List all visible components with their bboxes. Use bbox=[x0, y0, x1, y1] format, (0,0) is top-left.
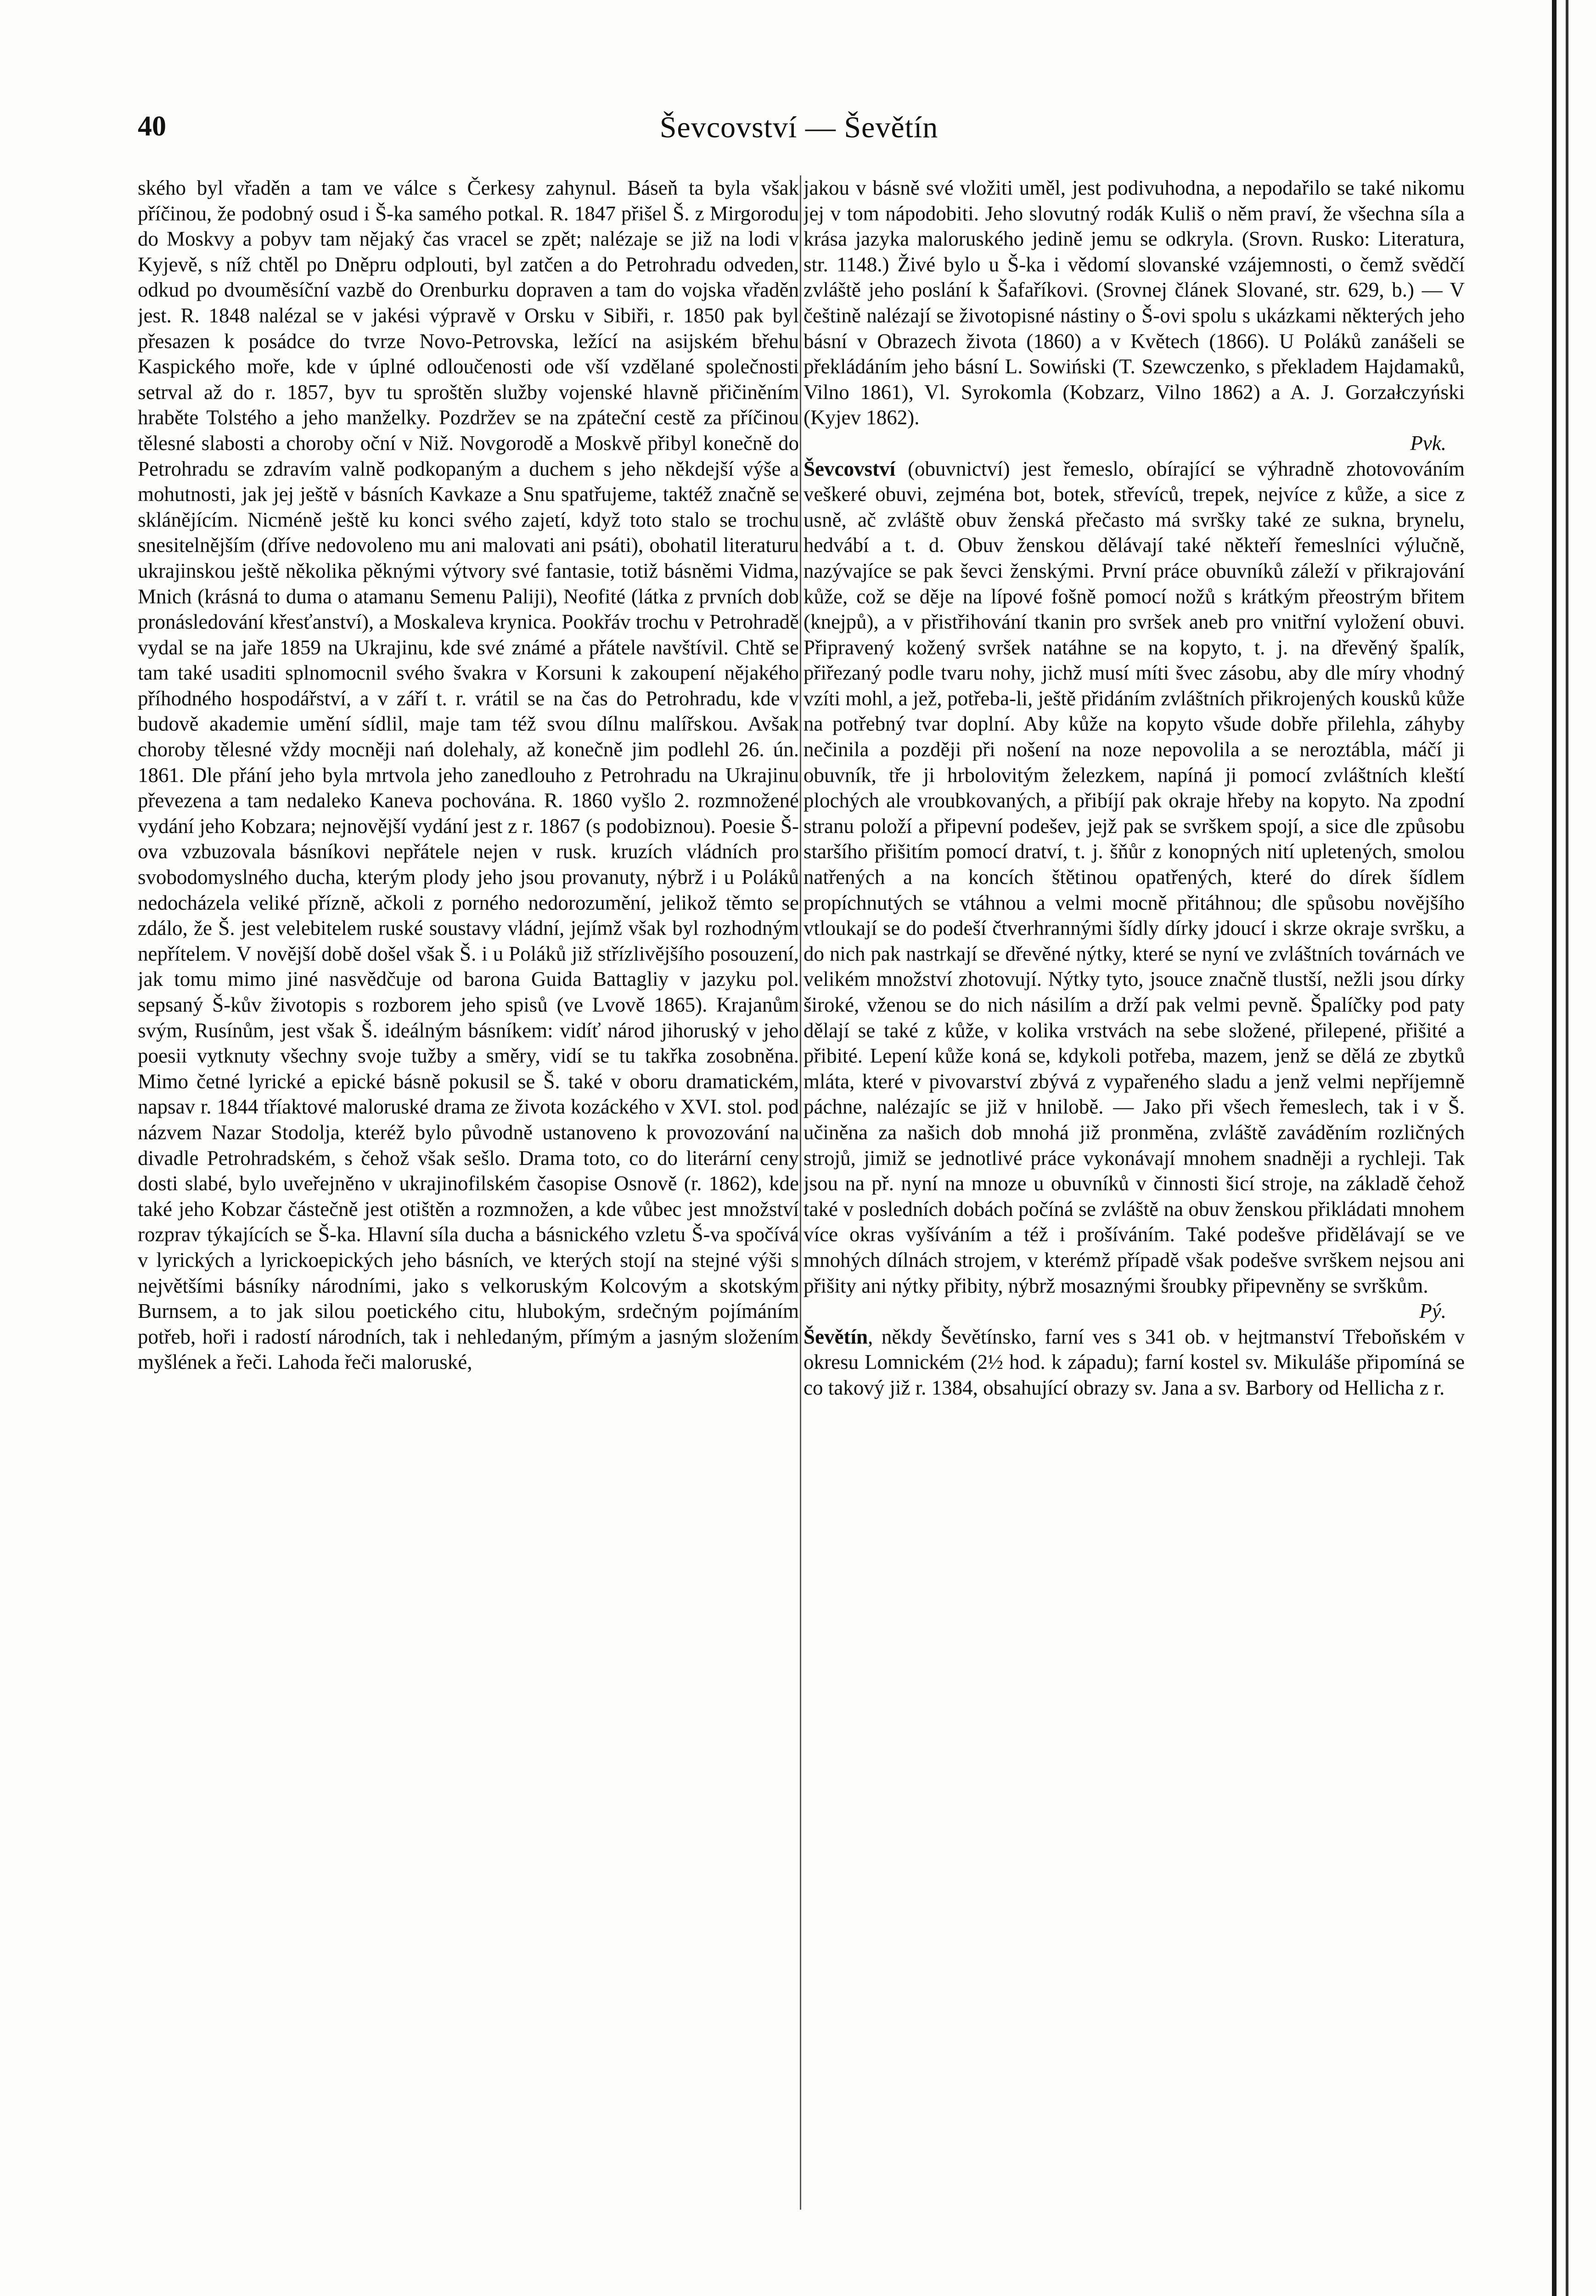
author-signature-2: Pý. bbox=[1419, 1300, 1446, 1323]
column-divider bbox=[800, 175, 801, 2210]
entry-body-sevcovstvi: (obuvnictví) jest řemeslo, obírající se výhradně zhotovováním veškeré obuvi, zejména bot, botek, střevíců, trepek, nejvíce z kůže, a sice z usně, ač zvláště obuv ženská přečasto má svršky také ze sukna, brynelu, hedvábí a t. d. Obuv ženskou dělávají také někteří řemeslníci výlučně, nazývajíce se pak ševci ženskými. První práce obuvníků záleží v přikrajování kůže, což se děje na lípové fošně pomocí nožů s krátkým přeostrým břitem (knejpů), a v přistřihování tkanin pro svršek aneb pro vnitřní vyložení obuvi. Připravený kožený svršek natáhne se na kopyto, t. j. na dřevěný špalík, přiřezaný podle tvaru nohy, jichž musí míti švec zásobu, aby dle míry vhodný vzíti mohl, a jež, potřeba-li, ještě přidáním zvláštních přikrojených kousků kůže na potřebný tvar doplní. Aby kůže na kopyto všude dobře přilehla, záhyby nečinila a později při nošení na noze nepovolila a se neroztábla, máčí ji obuvník, tře ji hrbolovitým železkem, napíná ji pomocí zvláštních kleští plochých ale vroubkovaných, a přibíjí pak okraje hřeby na kopyto. Na zpodní stranu položí a připevní podešev, jejž pak se svrškem spojí, a sice dle způsobu staršího přišitím pomocí dratví, t. j. šňůr z konopných nití upletených, smolou natřených a na koncích štětinou opatřených, které do dírek šídlem propíchnutých se vtáhnou a velmi mocně přitáhnou; dle spůsobu novějšího vtloukají se do podeší čtverhrannými šídly dírky jdoucí i skrze okraje svršku, a do nich pak nastrkají se dřevěné nýtky, které se nyní ve zvláštních továrnách ve velikém množství zhotovují. Nýtky tyto, jsouce značně tlustší, nežli jsou dírky široké, vženou se do nich násilím a drží pak velmi pevně. Špalíčky pod paty dělají se také z kůže, v kolika vrstvách na sebe složené, přilepené, přišité a přibité. Lepení kůže koná se, kdykoli potřeba, mazem, jenž se dělá ze zbytků mláta, které v pivovarství zbývá z vypařeného sladu a jenž velmi nepříjemně páchne, nalézajíc se již v hnilobě. — Jako při všech řemeslech, tak i v Š. učiněna za našich dob mnohá již pronměna, zvláště zaváděním rozličných strojů, jimiž se jednotlivé práce vykonávají mnohem snadněji a rychleji. Tak jsou na př. nyní na mnoze u obuvníků v činnosti šicí stroje, na základě čehož také v posledních dobách počíná se zvláště na obuv ženskou přikládati mnohem více okras vyšíváním a též i prošíváním. Také podešve přidělávají se ve mnohých dílnách strojem, v kterémž případě však podešve svrškem nejsou ani přišity ani nýtky přibity, nýbrž mosaznými šroubky připevněny se svrškům. bbox=[804, 457, 1465, 1297]
entry-sevetin bbox=[804, 1324, 1465, 1401]
right-column bbox=[804, 175, 1465, 2242]
right-column-paragraph-1: jakou v básně své vložiti uměl, jest podivuhodna, a nepodařilo se také nikomu jej v tom nápodobiti. Jeho slovutný rodák Kuliš o něm praví, že všechna síla a krása jazyka maloruského jedině jemu se odkryla. (Srovn. Rusko: Literatura, str. 1148.) Živé bylo u Š-ka i vědomí slovanské vzájemnosti, o čemž svědčí zvláště jeho poslání k Šafaříkovi. (Srovnej článek Slované, str. 629, b.) — V češtině nalézají se životopisné nástiny o Š-ovi spolu s ukázkami některých jeho básní v Obrazech života (1860) a v Květech (1866). U Poláků zanášeli se překládáním jeho básní L. Sowiński (T. Szewczenko, s překladem Hajdamaků, Vilno 1861), Vl. Syrokomla (Kobzarz, Vilno 1862) a A. J. Gorzałczyński (Kyjev 1862). bbox=[804, 176, 1465, 429]
entry-headword-sevetin: Ševětín bbox=[804, 1325, 868, 1348]
left-column-paragraph: ského byl vřaděn a tam ve válce s Čerkesy zahynul. Báseň ta byla však příčinou, že podobný osud i Š-ka samého potkal. R. 1847 přišel Š. z Mirgorodu do Moskvy a pobyv tam nějaký čas vracel se zpět; nalézaje se již na lodi v Kyjevě, s níž chtěl po Dněpru odplouti, byl zatčen a do Petrohradu odveden, odkud po dvouměsíční vazbě do Orenburku dopraven a tam do vojska vřaděn jest. R. 1848 nalézal se v jakési výpravě v Orsku v Sibiři, r. 1850 pak byl přesazen k posádce do tvrze Novo-Petrovska, ležící na asijském břehu Kaspického moře, kde v úplné odloučenosti ode vší vzdělané společnosti setrval až do r. 1857, byv tu sproštěn služby vojenské hlavně přičiněním hraběte Tolstého a jeho manželky. Pozdržev se na zpáteční cestě za příčinou tělesné slabosti a choroby oční v Niž. Novgorodě a Moskvě přibyl konečně do Petrohradu se zdravím valně podkopaným a duchem s jeho někdejší výše a mohutnosti, jak jej ještě v básních Kavkaze a Snu spatřujeme, taktéž značně se sklánějícím. Nicméně ještě ku konci svého zajetí, když toto stalo se trochu snesitelnějším (dříve nedovoleno mu ani malovati ani psáti), obohatil literaturu ukrajinskou ještě několika pěknými výtvory své fantasie, totiž básněmi Vidma, Mnich (krásná to duma o atamanu Semenu Paliji), Neofité (látka z prvních dob pronásledování křesťanství), a Moskaleva krynica. Pookřáv trochu v Petrohradě vydal se na jaře 1859 na Ukrajinu, kde své známé a přátele navštívil. Chtě se tam také usaditi splnomocnil svého švakra v Korsuni k zakoupení nějakého příhodného hospodářství, a v září t. r. vrátil se na čas do Petrohradu, kde v budově akademie umění sídlil, maje tam též svou dílnu malířskou. Avšak choroby tělesné vždy mocněji nań dolehaly, až konečně jim podlehl 26. ún. 1861. Dle přání jeho byla mrtvola jeho zanedlouho z Petrohradu na Ukrajinu převezena a tam nedaleko Kaneva pochována. R. 1860 vyšlo 2. rozmnožené vydání jeho Kobzara; nejnovější vydání jest z r. 1867 (s podobiznou). Poesie Š-ova vzbuzovala básníkovi nepřátele nejen v rusk. kruzích vládních pro svobodomyslného ducha, kterým plody jeho jsou provanuty, nýbrž i u Poláků nedocházela veliké přízně, ačkoli z porného nedorozumění, jelikož těmto se zdálo, že Š. jest velebitelem ruské soustavy vládní, jejímž však byl rozhodným nepřítelem. V novější době došel však Š. i u Poláků již střízlivějšího posouzení, jak tomu mimo jiné nasvědčuje od barona Guida Battagliy v jazyku pol. sepsaný Š-kův životopis s rozborem jeho spisů (ve Lvově 1865). Krajanům svým, Rusínům, jest však Š. ideálným básníkem: vidíť národ jihoruský v jeho poesii vytknuty všechny svoje tužby a směry, vidí se tu takřka zosobněna. Mimo četné lyrické a epické básně pokusil se Š. také v oboru dramatickém, napsav r. 1844 tříaktové maloruské drama ze života kozáckého v XVI. stol. pod názvem Nazar Stodolja, kteréž bylo původně ustanoveno k provozování na divadle Petrohradském, s čehož však sešlo. Drama toto, co do literární ceny dosti slabé, bylo uveřejněno v ukrajinofilském časopise Osnově (r. 1862), kde také jeho Kobzar částečně jest otištěn a rozmnožen, a kde vůbec jest množství rozprav týkajících se Š-ka. Hlavní síla ducha a básnického vzletu Š-va spočívá v lyrických a lyrickoepických jeho básních, ve kterých stojí na stejné výši s největšími básníky národními, jako s velkoruským Kolcovým a skotským Burnsem, a to jak silou poetického citu, hlubokým, srdečným pojímáním potřeb, hoři i radostí národních, tak i nehledaným, přímým a jasným složením myšlének a řeči. Lahoda řeči maloruské, bbox=[138, 176, 799, 1374]
page-edge-line-inner bbox=[1566, 0, 1568, 2296]
running-title: Ševcovství — Ševětín bbox=[659, 111, 938, 144]
author-signature-1: Pvk. bbox=[1410, 431, 1446, 455]
entry-headword-sevcovstvi: Ševcovství bbox=[804, 457, 895, 480]
entry-body-sevetin: , někdy Ševětínsko, farní ves s 341 ob. v hejtmanství Třeboňském v okresu Lomnickém (2½ hod. k západu); farní kostel sv. Mikuláše připomíná se co takový již r. 1384, obsahující obrazy sv. Jana a sv. Barbory od Hellicha z r. bbox=[804, 1325, 1465, 1399]
page-edge-line bbox=[1552, 0, 1557, 2296]
entry-sevcovstvi bbox=[804, 456, 1465, 1299]
left-column bbox=[138, 175, 799, 2242]
page-header bbox=[138, 110, 1460, 152]
page-number: 40 bbox=[138, 111, 166, 142]
